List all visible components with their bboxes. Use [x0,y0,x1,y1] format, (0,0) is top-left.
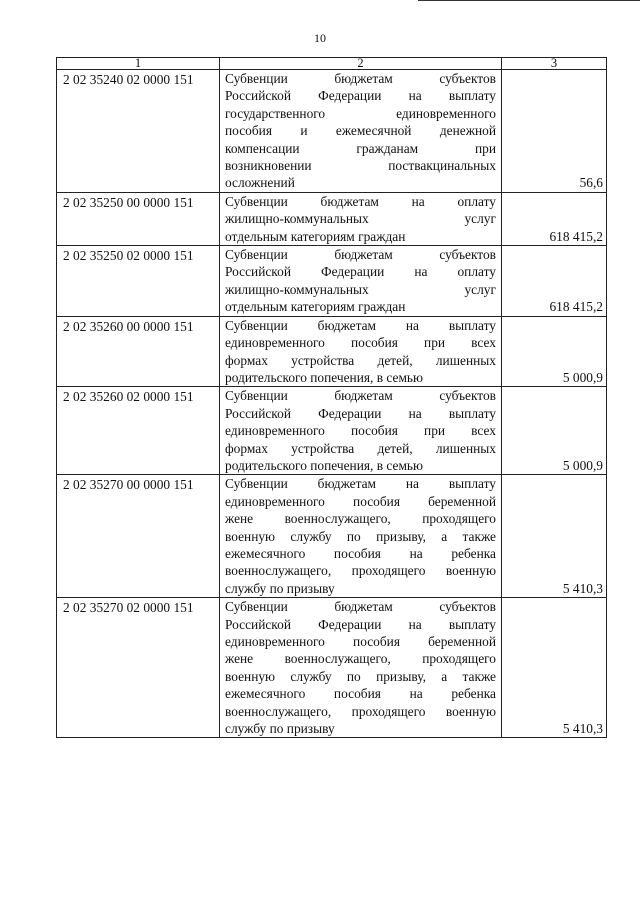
description-line: службу по призыву [225,721,335,737]
description-line: формах устройства детей, лишенных [225,352,496,368]
budget-code-cell: 2 02 35270 02 0000 151 [57,598,220,738]
table-row [57,316,607,387]
amount-cell: 56,6 [502,70,607,193]
description-line: родительского попечения, в семью [225,369,424,385]
description-line: Российской Федерации на оплату [225,264,496,280]
table-row [57,475,607,598]
description-line: военную службу по призыву, а также [225,668,496,684]
description-line: единовременного пособия при всех [225,423,496,439]
amount-cell: 5 000,9 [502,387,607,475]
column-header-2: 2 [220,58,502,70]
description-line: отдельным категориям граждан [225,299,406,315]
description-cell [220,246,502,317]
description-line: жилищно-коммунальных услуг [225,211,496,227]
amount-cell: 5 410,3 [502,475,607,598]
description-line: единовременного пособия беременной [225,493,496,509]
description-line: военнослужащего, проходящего военную [225,563,496,579]
description-line: Субвенции бюджетам субъектов [225,71,496,86]
description-line: Субвенции бюджетам на оплату [225,193,496,209]
description-line: формах устройства детей, лишенных [225,440,496,456]
description-cell [220,316,502,387]
description-line: единовременного пособия при всех [225,335,496,351]
description-line: жене военнослужащего, проходящего [225,651,496,667]
top-rule [418,0,640,1]
description-cell [220,70,502,193]
description-line: Субвенции бюджетам субъектов [225,247,496,263]
description-cell [220,387,502,475]
amount-cell: 5 000,9 [502,316,607,387]
budget-code-cell: 2 02 35250 00 0000 151 [57,192,220,245]
description-line: родительского попечения, в семью [225,457,424,473]
description-line: жене военнослужащего, проходящего [225,511,496,527]
description-line: возникновении поствакцинальных [225,158,496,174]
amount-cell: 618 415,2 [502,246,607,317]
description-line: Российской Федерации на выплату [225,616,496,632]
table-row [57,387,607,475]
budget-code-cell: 2 02 35270 00 0000 151 [57,475,220,598]
description-cell [220,192,502,245]
budget-code-cell: 2 02 35260 02 0000 151 [57,387,220,475]
description-line: пособия и ежемесячной денежной [225,123,496,139]
table-body [57,70,607,738]
table-row [57,246,607,317]
description-cell [220,598,502,738]
description-line: Российской Федерации на выплату [225,405,496,421]
description-line: государственного единовременного [225,105,496,121]
description-line: ежемесячного пособия на ребенка [225,545,496,561]
description-line: Субвенции бюджетам на выплату [225,317,496,333]
description-cell [220,475,502,598]
table-header-row [57,58,607,70]
column-header-3: 3 [502,58,607,70]
description-line: компенсации гражданам при [225,140,496,156]
subvention-table [56,57,607,738]
description-line: осложнений [225,175,295,191]
table-row [57,70,607,193]
description-line: военнослужащего, проходящего военную [225,703,496,719]
description-line: ежемесячного пособия на ребенка [225,686,496,702]
budget-code-cell: 2 02 35240 02 0000 151 [57,70,220,193]
description-line: единовременного пособия беременной [225,634,496,649]
table-row [57,192,607,245]
amount-cell: 5 410,3 [502,598,607,738]
description-line: Субвенции бюджетам на выплату [225,476,496,492]
budget-code-cell: 2 02 35260 00 0000 151 [57,316,220,387]
description-line: жилищно-коммунальных услуг [225,281,496,297]
description-line: Субвенции бюджетам субъектов [225,388,496,404]
page-number: 10 [314,31,326,45]
description-line: службу по призыву [225,580,335,596]
amount-cell: 618 415,2 [502,192,607,245]
table-row [57,598,607,738]
column-header-1: 1 [57,58,220,70]
description-line: Российской Федерации на выплату [225,88,496,104]
description-line: Субвенции бюджетам субъектов [225,599,496,615]
description-line: отдельным категориям граждан [225,228,406,244]
budget-code-cell: 2 02 35250 02 0000 151 [57,246,220,317]
description-line: военную службу по призыву, а также [225,528,496,544]
